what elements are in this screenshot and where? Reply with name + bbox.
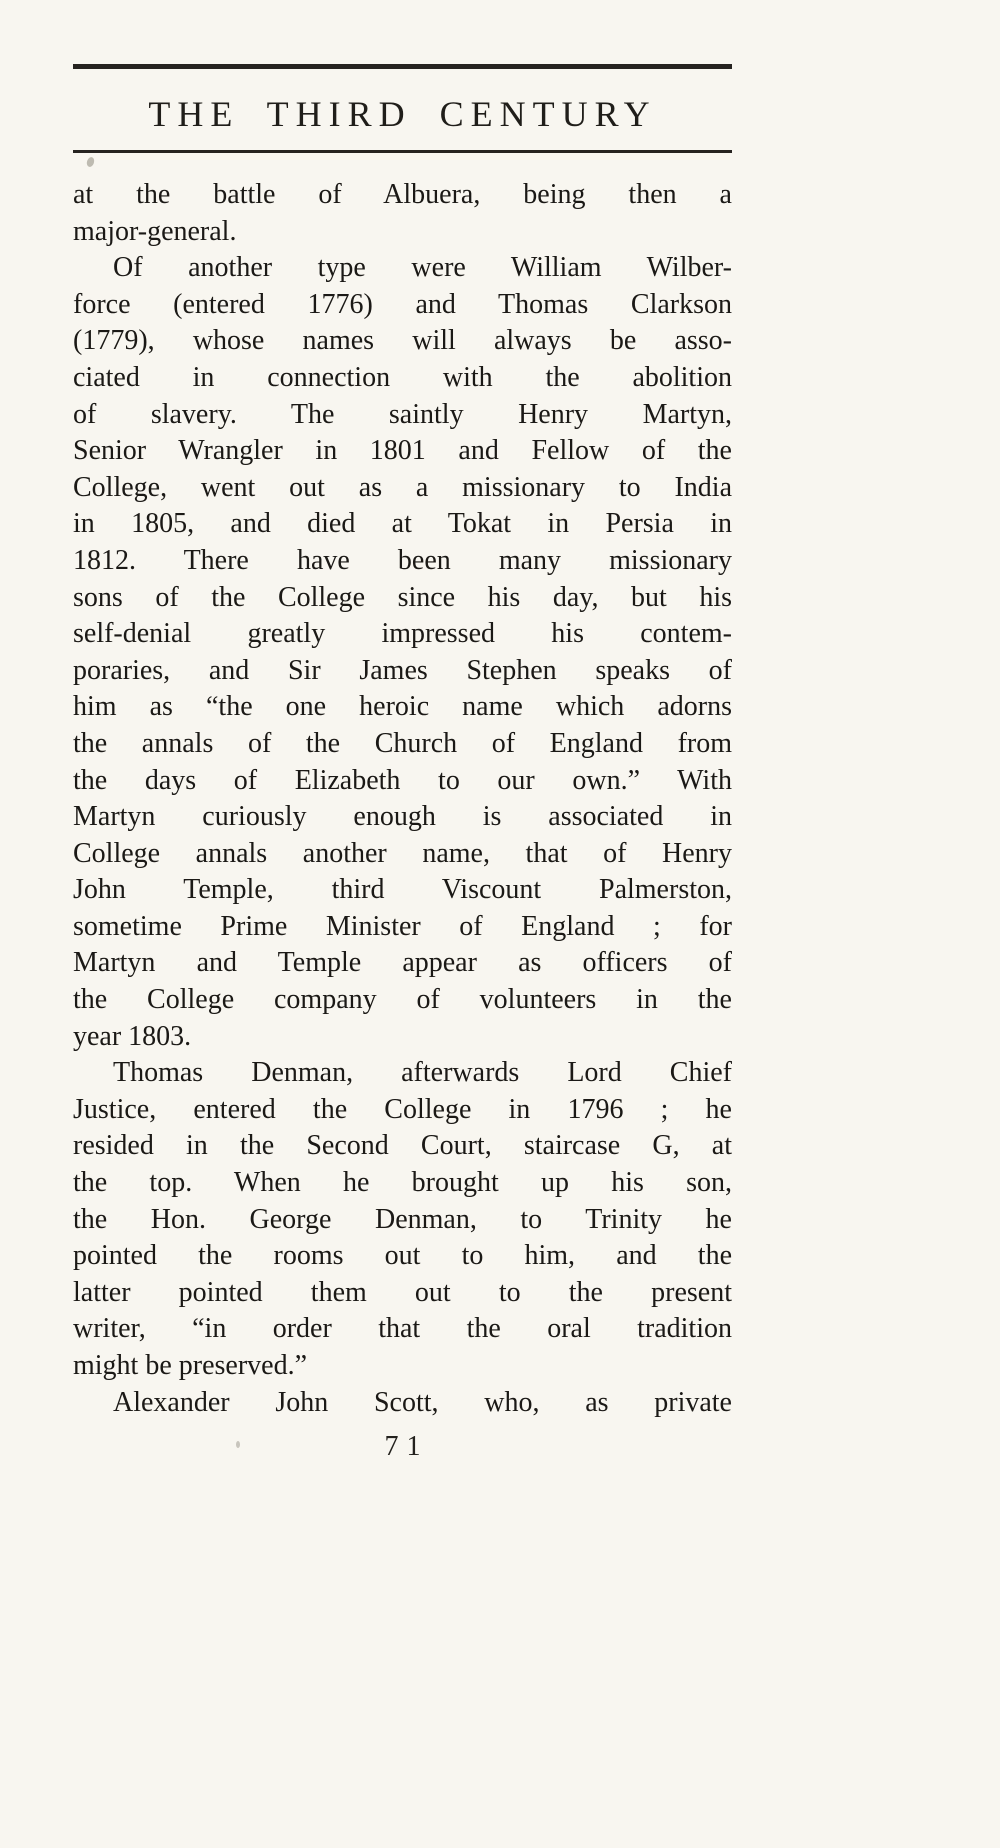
text-line: might be preserved.” <box>73 1350 308 1381</box>
top-rule <box>73 64 732 69</box>
text-line: Of another type were William Wilber- <box>113 252 732 284</box>
text-line: the College company of volunteers in the <box>73 984 732 1016</box>
text-line: self-denial greatly impressed his contem- <box>73 618 732 650</box>
text-line: pointed the rooms out to him, and the <box>73 1240 732 1272</box>
text-line: force (entered 1776) and Thomas Clarkson <box>73 288 732 320</box>
text-line: him as “the one heroic name which adorns <box>73 691 732 723</box>
text-line: Martyn curiously enough is associated in <box>73 801 732 833</box>
text-line: Senior Wrangler in 1801 and Fellow of the <box>73 435 732 467</box>
title-rule <box>73 150 732 153</box>
text-line: poraries, and Sir James Stephen speaks of <box>73 654 732 686</box>
text-line: sometime Prime Minister of England ; for <box>73 910 732 942</box>
text-line: in 1805, and died at Tokat in Persia in <box>73 508 732 540</box>
text-line: major-general. <box>73 215 237 247</box>
text-line: of slavery. The saintly Henry Martyn, <box>73 398 732 430</box>
text-line: Martyn and Temple appear as officers of <box>73 947 732 979</box>
text-line: Justice, entered the College in 1796 ; he <box>73 1093 732 1125</box>
body-text <box>73 177 732 1421</box>
text-line: the top. When he brought up his son, <box>73 1167 732 1199</box>
text-line: ciated in connection with the abolition <box>73 361 732 393</box>
text-line: the annals of the Church of England from <box>73 727 732 759</box>
scan-artifact <box>236 1441 240 1448</box>
text-line: writer, “in order that the oral tradition <box>73 1313 732 1345</box>
text-block <box>73 64 732 1465</box>
text-line: Thomas Denman, afterwards Lord Chief <box>113 1057 732 1089</box>
text-line: at the battle of Albuera, being then a <box>73 179 732 210</box>
text-line: Alexander John Scott, who, as private <box>113 1386 732 1418</box>
text-line: year 1803. <box>73 1020 192 1052</box>
page-title: THE THIRD CENTURY <box>148 94 657 134</box>
text-line: the Hon. George Denman, to Trinity he <box>73 1203 732 1235</box>
text-line: John Temple, third Viscount Palmerston, <box>73 874 732 906</box>
text-line: (1779), whose names will always be asso- <box>73 325 732 357</box>
text-line: 1812. There have been many missionary <box>73 544 732 576</box>
text-line: resided in the Second Court, staircase G, at <box>73 1130 732 1162</box>
text-line: latter pointed them out to the present <box>73 1276 732 1308</box>
text-line: sons of the College since his day, but his <box>73 581 732 613</box>
text-line: College annals another name, that of Henry <box>73 837 732 869</box>
page-number: 71 <box>384 1431 429 1463</box>
text-line: the days of Elizabeth to our own.” With <box>73 764 732 796</box>
text-line: College, went out as a missionary to India <box>73 471 732 503</box>
